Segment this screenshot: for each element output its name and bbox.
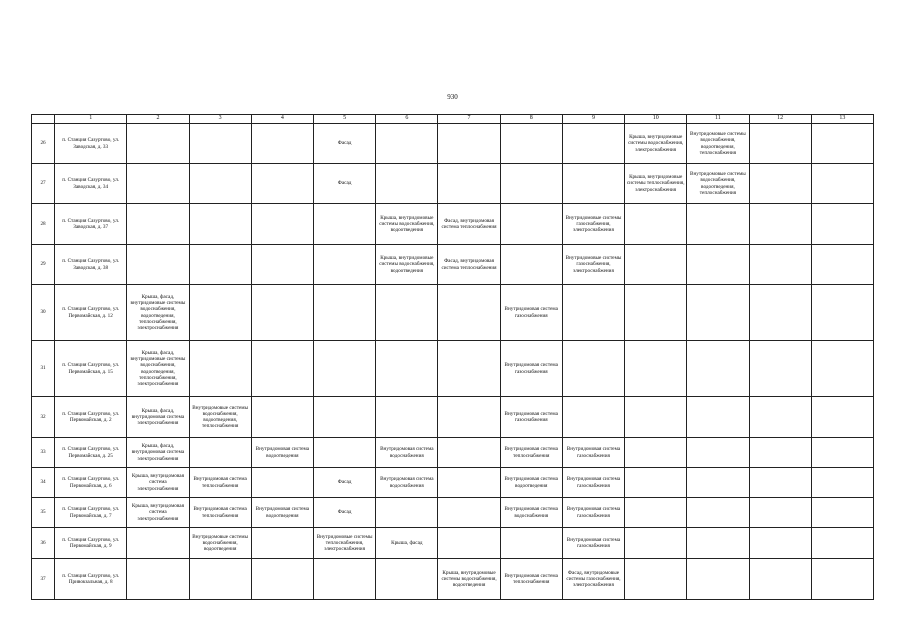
work-type-cell [625,204,687,245]
work-type-cell [625,468,687,498]
work-type-cell: Крыша, внутридомовые системы водоснабжения, водоотведения [376,245,438,285]
work-type-cell [687,498,749,528]
work-type-cell [376,285,438,341]
work-type-cell [625,559,687,600]
address-cell: п. Станция Сазуртово, ул. Заводская, д. 37 [55,204,127,245]
work-type-cell [127,204,189,245]
work-type-cell: Фасад, внутридомовая система теплоснабжения [438,204,500,245]
column-header: 11 [687,115,749,124]
work-type-cell: Внутридомовая система газоснабжения [562,528,624,559]
work-type-cell [687,468,749,498]
work-type-cell: Фасад [313,468,375,498]
work-type-cell: Внутридомовые системы газоснабжения, электроснабжения [562,245,624,285]
work-type-cell [376,498,438,528]
table-body [32,124,874,600]
work-type-cell [687,204,749,245]
row-number: 33 [32,438,55,468]
work-type-cell [127,528,189,559]
work-type-cell [562,164,624,204]
address-cell: п. Станция Сазуртово, ул. Заводская, д. 38 [55,245,127,285]
work-type-cell [438,528,500,559]
work-type-cell: Крыша, фасад [376,528,438,559]
work-type-cell: Внутридомовые системы газоснабжения, электроснабжения [562,204,624,245]
work-type-cell: Внутридомовая система водоотведения [500,468,562,498]
work-type-cell [811,397,873,438]
column-header: 5 [313,115,375,124]
work-type-cell [251,164,313,204]
work-type-cell: Фасад [313,124,375,164]
work-type-cell [438,397,500,438]
row-number: 34 [32,468,55,498]
work-type-cell: Крыша, внутридомовая система электроснабжения [127,468,189,498]
row-number: 32 [32,397,55,438]
work-type-cell: Крыша, внутридомовые системы водоснабжения, водоотведения [438,559,500,600]
work-type-cell [687,397,749,438]
table-row [32,498,874,528]
work-type-cell: Внутридомовая система водоснабжения [500,498,562,528]
work-type-cell [189,438,251,468]
work-type-cell [251,559,313,600]
work-type-cell: Фасад, внутридомовые системы газоснабжения, электроснабжения [562,559,624,600]
work-type-cell: Внутридомовые системы теплоснабжения, электроснабжения [313,528,375,559]
address-cell: п. Станция Сазуртово, ул. Первомайская, д. 12 [55,285,127,341]
work-type-cell: Фасад [313,498,375,528]
work-type-cell [625,285,687,341]
table-row [32,341,874,397]
work-type-cell [189,245,251,285]
column-header: 12 [749,115,811,124]
address-cell: п. Станция Сазуртово, ул. Первомайская, д. 25 [55,438,127,468]
work-type-cell [749,204,811,245]
row-number: 31 [32,341,55,397]
work-type-cell [562,285,624,341]
column-header: 6 [376,115,438,124]
work-type-cell [625,397,687,438]
work-type-cell [313,204,375,245]
work-type-cell [376,559,438,600]
work-type-cell [687,438,749,468]
work-type-cell [811,124,873,164]
work-type-cell [749,498,811,528]
work-type-cell: Внутридомовая система теплоснабжения [500,438,562,468]
work-type-cell [811,164,873,204]
work-type-cell [625,498,687,528]
row-number: 28 [32,204,55,245]
work-type-cell [500,204,562,245]
column-header: 9 [562,115,624,124]
work-type-cell [313,341,375,397]
work-type-cell: Крыша, внутридомовая система электроснабжения [127,498,189,528]
row-number: 27 [32,164,55,204]
table-row [32,245,874,285]
column-header: 2 [127,115,189,124]
work-type-cell [687,341,749,397]
work-type-cell: Внутридомовая система газоснабжения [562,468,624,498]
column-header: 7 [438,115,500,124]
work-type-cell: Крыша, фасад, внутридомовые системы водоснабжения, водоотведения, теплоснабжения, электроснабжения [127,341,189,397]
work-type-cell: Внутридомовые системы водоснабжения, водоотведения, теплоснабжения [687,164,749,204]
work-type-cell [251,245,313,285]
row-number: 35 [32,498,55,528]
address-cell: п. Станция Сазуртово, ул. Первомайская, д. 9 [55,528,127,559]
column-header: 3 [189,115,251,124]
work-type-cell [438,285,500,341]
address-cell: п. Станция Сазуртово, ул. Первомайская, д. 7 [55,498,127,528]
column-header: 10 [625,115,687,124]
work-type-cell [500,528,562,559]
work-type-cell [811,204,873,245]
table-row [32,438,874,468]
work-type-cell [500,124,562,164]
work-type-cell [127,559,189,600]
work-type-cell [376,164,438,204]
work-type-cell [438,438,500,468]
table-row [32,559,874,600]
work-type-cell: Внутридомовая система водоотведения [251,498,313,528]
column-header: 8 [500,115,562,124]
table-row [32,468,874,498]
work-type-cell [500,245,562,285]
row-number: 26 [32,124,55,164]
row-number: 37 [32,559,55,600]
work-type-cell [687,559,749,600]
address-cell: п. Станция Сазуртово, ул. Первомайская, д. 6 [55,468,127,498]
row-number-header [32,115,55,124]
work-type-cell [749,341,811,397]
work-type-cell [811,528,873,559]
table-row [32,124,874,164]
work-type-cell [811,438,873,468]
work-type-cell [438,468,500,498]
work-type-cell [189,341,251,397]
work-type-cell: Крыша, внутридомовые системы водоснабжения, водоотведения [376,204,438,245]
work-type-cell: Крыша, внутридомовые системы водоснабжения, электроснабжения [625,124,687,164]
work-type-cell: Внутридомовая система газоснабжения [500,397,562,438]
work-type-cell [376,124,438,164]
work-type-cell [313,438,375,468]
work-type-cell: Крыша, фасад, внутридомовая система электроснабжения [127,397,189,438]
work-type-cell [251,341,313,397]
work-type-cell [562,341,624,397]
work-type-cell [127,164,189,204]
work-type-cell [251,204,313,245]
row-number: 36 [32,528,55,559]
work-type-cell [811,468,873,498]
work-type-cell [749,528,811,559]
work-type-cell [376,341,438,397]
work-type-cell [189,124,251,164]
column-header: 1 [55,115,127,124]
work-type-cell: Фасад, внутридомовая система теплоснабжения [438,245,500,285]
column-header: 4 [251,115,313,124]
work-type-cell [811,341,873,397]
work-type-cell [562,397,624,438]
work-type-cell [625,438,687,468]
work-type-cell [749,285,811,341]
work-type-cell [811,245,873,285]
work-type-cell [189,204,251,245]
work-type-cell [189,164,251,204]
address-cell: п. Станция Сазуртово, ул. Заводская, д. 34 [55,164,127,204]
work-type-cell [811,498,873,528]
work-type-cell [687,245,749,285]
work-type-cell: Внутридомовые системы водоснабжения, водоотведения, теплоснабжения [687,124,749,164]
work-type-cell [749,245,811,285]
work-type-cell [189,559,251,600]
work-type-cell [313,397,375,438]
row-number: 29 [32,245,55,285]
work-type-cell [313,285,375,341]
address-cell: п. Станция Сазуртово, ул. Привокзальная, д. 8 [55,559,127,600]
work-type-cell: Внутридомовая система водоснабжения [376,438,438,468]
work-type-cell [313,559,375,600]
work-type-cell [625,245,687,285]
work-type-cell: Внутридомовая система газоснабжения [562,498,624,528]
work-type-cell [127,245,189,285]
work-type-cell [811,559,873,600]
work-type-cell [438,498,500,528]
work-type-cell [749,164,811,204]
work-type-cell [749,397,811,438]
work-type-cell: Крыша, фасад, внутридомовая система электроснабжения [127,438,189,468]
page-number: 930 [447,93,458,101]
column-header: 13 [811,115,873,124]
table-row [32,164,874,204]
table-row [32,528,874,559]
work-type-cell [438,164,500,204]
work-type-cell [251,468,313,498]
work-type-cell: Внутридомовая система газоснабжения [562,438,624,468]
work-type-cell [251,528,313,559]
column-number-row [32,115,874,124]
work-type-cell [562,124,624,164]
work-type-cell [189,285,251,341]
work-type-cell: Внутридомовые системы водоснабжения, водоотведения [189,528,251,559]
address-cell: п. Станция Сазуртово, ул. Первомайская, д. 2 [55,397,127,438]
work-type-cell: Фасад [313,164,375,204]
work-type-cell [687,285,749,341]
work-type-cell: Крыша, фасад, внутридомовые системы водоснабжения, водоотведения, теплоснабжения, электроснабжения [127,285,189,341]
work-type-cell [438,124,500,164]
work-type-cell [251,285,313,341]
repair-schedule-table [31,114,874,600]
work-type-cell: Внутридомовые системы водоснабжения, водоотведения, теплоснабжения [189,397,251,438]
work-type-cell [749,559,811,600]
work-type-cell [811,285,873,341]
work-type-cell [749,468,811,498]
work-type-cell [376,397,438,438]
work-type-cell: Крыша, внутридомовые системы теплоснабжения, электроснабжения [625,164,687,204]
work-type-cell [251,397,313,438]
work-type-cell [251,124,313,164]
address-cell: п. Станция Сазуртово, ул. Первомайская, д. 15 [55,341,127,397]
row-number: 30 [32,285,55,341]
address-cell: п. Станция Сазуртово, ул. Заводская, д. 33 [55,124,127,164]
work-type-cell [127,124,189,164]
work-type-cell: Внутридомовая система водоснабжения [376,468,438,498]
work-type-cell: Внутридомовая система водоотведения [251,438,313,468]
work-type-cell [625,528,687,559]
table-row [32,204,874,245]
table-row [32,285,874,341]
work-type-cell [749,438,811,468]
work-type-cell [313,245,375,285]
work-type-cell: Внутридомовая система теплоснабжения [189,498,251,528]
work-type-cell: Внутридомовая система газоснабжения [500,341,562,397]
work-type-cell [500,164,562,204]
work-type-cell [687,528,749,559]
table-row [32,397,874,438]
work-type-cell: Внутридомовая система теплоснабжения [189,468,251,498]
work-type-cell: Внутридомовая система газоснабжения [500,285,562,341]
work-type-cell: Внутридомовая система теплоснабжения [500,559,562,600]
work-type-cell [749,124,811,164]
work-type-cell [438,341,500,397]
work-type-cell [625,341,687,397]
